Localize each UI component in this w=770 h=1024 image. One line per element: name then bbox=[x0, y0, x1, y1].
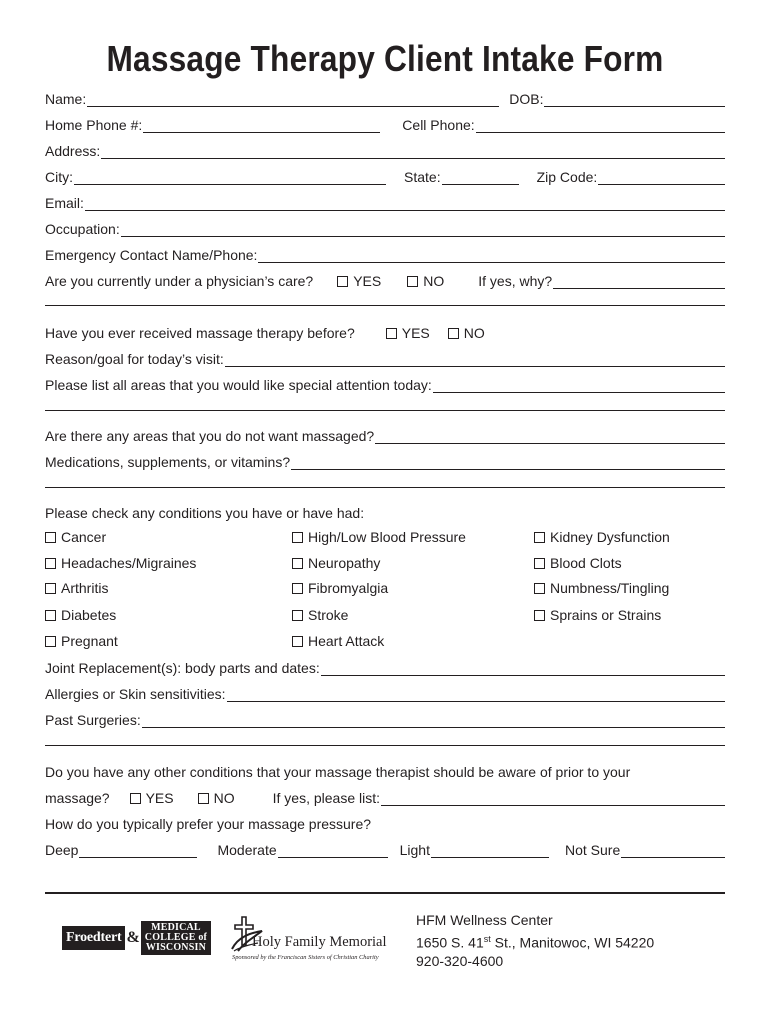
checkbox-icon[interactable] bbox=[292, 583, 303, 594]
condition-label: Sprains or Strains bbox=[550, 607, 662, 623]
condition-label: Numbness/Tingling bbox=[550, 580, 670, 596]
checkbox-icon[interactable] bbox=[292, 636, 303, 647]
zip-label: Zip Code: bbox=[536, 169, 598, 185]
condition-label: Arthritis bbox=[61, 580, 109, 596]
checkbox-icon[interactable] bbox=[292, 532, 303, 543]
condition-label: Blood Clots bbox=[550, 555, 622, 571]
row-name-dob bbox=[45, 89, 725, 107]
checkbox-icon[interactable] bbox=[45, 636, 56, 647]
reason-field[interactable] bbox=[225, 352, 725, 367]
if-yes-why-field[interactable] bbox=[553, 274, 725, 289]
name-field[interactable] bbox=[87, 92, 499, 107]
physician-extra-line[interactable] bbox=[45, 305, 725, 306]
checkbox-icon[interactable] bbox=[386, 328, 397, 339]
yes-label: YES bbox=[401, 325, 430, 341]
mcw-line-2: COLLEGE of bbox=[144, 932, 208, 943]
condition-label: Headaches/Migraines bbox=[61, 555, 197, 571]
dob-field[interactable] bbox=[544, 92, 725, 107]
mcw-line-3: WISCONSIN bbox=[145, 942, 207, 953]
checkbox-icon[interactable] bbox=[45, 532, 56, 543]
logo-ampersand: & bbox=[126, 929, 140, 946]
footer-contact bbox=[416, 911, 654, 970]
row-allergies bbox=[45, 684, 725, 702]
state-field[interactable] bbox=[442, 170, 519, 185]
checkbox-icon[interactable] bbox=[448, 328, 459, 339]
light-field[interactable] bbox=[431, 843, 549, 858]
reason-label: Reason/goal for today’s visit: bbox=[45, 351, 224, 367]
if-yes-list-label: If yes, please list: bbox=[272, 790, 380, 806]
massage-before-no-option[interactable] bbox=[448, 325, 485, 341]
zip-field[interactable] bbox=[598, 170, 725, 185]
checkbox-icon[interactable] bbox=[130, 793, 141, 804]
checkbox-icon[interactable] bbox=[45, 583, 56, 594]
name-label: Name: bbox=[45, 91, 87, 107]
row-email bbox=[45, 193, 725, 211]
row-not-massaged bbox=[45, 426, 725, 444]
condition-label: Heart Attack bbox=[308, 633, 385, 649]
checkbox-icon[interactable] bbox=[45, 610, 56, 621]
surgeries-label: Past Surgeries: bbox=[45, 712, 141, 728]
yes-label: YES bbox=[145, 790, 174, 806]
moderate-label: Moderate bbox=[217, 842, 277, 858]
hfm-wordmark: Holy Family Memorial bbox=[252, 934, 387, 950]
condition-arthritis[interactable] bbox=[45, 580, 108, 596]
condition-sprains[interactable] bbox=[534, 607, 661, 623]
checkbox-icon[interactable] bbox=[337, 276, 348, 287]
medications-extra-line[interactable] bbox=[45, 487, 725, 488]
checkbox-icon[interactable] bbox=[292, 610, 303, 621]
condition-stroke[interactable] bbox=[292, 607, 348, 623]
condition-label: Diabetes bbox=[61, 607, 117, 623]
footer-org: HFM Wellness Center bbox=[416, 912, 553, 928]
row-occupation bbox=[45, 219, 725, 237]
other-no-option[interactable] bbox=[198, 790, 235, 806]
joint-field[interactable] bbox=[321, 661, 725, 676]
row-conditions-intro bbox=[45, 503, 725, 521]
row-massage-before bbox=[45, 323, 725, 341]
surgeries-extra-line[interactable] bbox=[45, 745, 725, 746]
row-other-q2 bbox=[45, 788, 725, 806]
if-yes-why-label: If yes, why? bbox=[478, 273, 553, 289]
address-rest: St., Manitowoc, WI 54220 bbox=[490, 934, 655, 951]
allergies-field[interactable] bbox=[227, 687, 725, 702]
pressure-question: How do you typically prefer your massage pressure? bbox=[45, 816, 372, 832]
emergency-field[interactable] bbox=[258, 248, 725, 263]
row-surgeries bbox=[45, 710, 725, 728]
surgeries-field[interactable] bbox=[142, 713, 725, 728]
other-conditions-question-cont: massage? bbox=[45, 790, 110, 806]
allergies-label: Allergies or Skin sensitivities: bbox=[45, 686, 226, 702]
emergency-label: Emergency Contact Name/Phone: bbox=[45, 247, 258, 263]
deep-label: Deep bbox=[45, 842, 79, 858]
hfm-tagline: Sponsored by the Franciscan Sisters of Christian Charity bbox=[232, 954, 379, 961]
checkbox-icon[interactable] bbox=[45, 558, 56, 569]
cell-phone-field[interactable] bbox=[476, 118, 725, 133]
state-label: State: bbox=[404, 169, 441, 185]
other-conditions-question: Do you have any other conditions that your massage therapist should be aware of prior to your bbox=[45, 764, 631, 780]
condition-label: Fibromyalgia bbox=[308, 580, 389, 596]
mcw-line-1: MEDICAL bbox=[151, 922, 201, 933]
row-medications bbox=[45, 452, 725, 470]
condition-heart-attack[interactable] bbox=[292, 633, 384, 649]
no-label: NO bbox=[213, 790, 235, 806]
not-sure-field[interactable] bbox=[621, 843, 725, 858]
yes-label: YES bbox=[353, 273, 382, 289]
row-special-attention bbox=[45, 375, 725, 393]
other-yes-option[interactable] bbox=[130, 790, 174, 806]
footer-phone: 920-320-4600 bbox=[416, 952, 504, 969]
address-street-number: 1650 S. 41 bbox=[416, 934, 484, 951]
condition-label: Cancer bbox=[61, 529, 107, 545]
condition-pregnant[interactable] bbox=[45, 633, 118, 649]
condition-numbness[interactable] bbox=[534, 580, 669, 596]
checkbox-icon[interactable] bbox=[534, 610, 545, 621]
city-label: City: bbox=[45, 169, 73, 185]
condition-diabetes[interactable] bbox=[45, 607, 116, 623]
not-massaged-field[interactable] bbox=[375, 429, 725, 444]
holy-family-memorial-logo bbox=[230, 913, 390, 963]
row-joint bbox=[45, 658, 725, 676]
row-pressure-q bbox=[45, 814, 725, 832]
if-yes-list-field[interactable] bbox=[381, 791, 725, 806]
footer-address bbox=[416, 930, 654, 952]
checkbox-icon[interactable] bbox=[292, 558, 303, 569]
condition-label: High/Low Blood Pressure bbox=[308, 529, 466, 545]
row-pressure-options bbox=[45, 840, 725, 858]
condition-blood-clots[interactable] bbox=[534, 555, 622, 571]
address-field[interactable] bbox=[101, 144, 725, 159]
email-field[interactable] bbox=[85, 196, 725, 211]
condition-cancer[interactable] bbox=[45, 529, 106, 545]
not-massaged-label: Are there any areas that you do not want massaged? bbox=[45, 428, 375, 444]
condition-blood-pressure[interactable] bbox=[292, 529, 466, 545]
condition-headaches[interactable] bbox=[45, 555, 196, 571]
medications-label: Medications, supplements, or vitamins? bbox=[45, 454, 291, 470]
row-reason bbox=[45, 349, 725, 367]
row-city-state-zip bbox=[45, 167, 725, 185]
footer-divider bbox=[45, 892, 725, 894]
address-label: Address: bbox=[45, 143, 101, 159]
deep-field[interactable] bbox=[79, 843, 197, 858]
medications-field[interactable] bbox=[291, 455, 725, 470]
checkbox-icon[interactable] bbox=[534, 583, 545, 594]
checkbox-icon[interactable] bbox=[407, 276, 418, 287]
checkbox-icon[interactable] bbox=[198, 793, 209, 804]
row-emergency bbox=[45, 245, 725, 263]
moderate-field[interactable] bbox=[278, 843, 388, 858]
condition-label: Pregnant bbox=[61, 633, 118, 649]
light-label: Light bbox=[399, 842, 430, 858]
cell-phone-label: Cell Phone: bbox=[402, 117, 475, 133]
occupation-label: Occupation: bbox=[45, 221, 120, 237]
row-other-q1 bbox=[45, 762, 725, 780]
condition-label: Kidney Dysfunction bbox=[550, 529, 670, 545]
home-phone-field[interactable] bbox=[143, 118, 380, 133]
special-attention-extra-line[interactable] bbox=[45, 410, 725, 411]
home-phone-label: Home Phone #: bbox=[45, 117, 143, 133]
checkbox-icon[interactable] bbox=[534, 558, 545, 569]
dob-label: DOB: bbox=[509, 91, 544, 107]
condition-kidney[interactable] bbox=[534, 529, 670, 545]
condition-label: Stroke bbox=[308, 607, 349, 623]
physician-no-option[interactable] bbox=[407, 273, 444, 289]
no-label: NO bbox=[463, 325, 485, 341]
froedtert-mcw-logo bbox=[62, 922, 211, 954]
row-phones bbox=[45, 115, 725, 133]
massage-before-yes-option[interactable] bbox=[386, 325, 430, 341]
condition-fibromyalgia[interactable] bbox=[292, 580, 388, 596]
conditions-intro-label: Please check any conditions you have or have had: bbox=[45, 505, 365, 521]
special-attention-field[interactable] bbox=[433, 378, 725, 393]
address-ordinal: st bbox=[483, 933, 491, 944]
froedtert-wordmark: Froedtert bbox=[62, 926, 125, 950]
condition-neuropathy[interactable] bbox=[292, 555, 380, 571]
physician-yes-option[interactable] bbox=[337, 273, 381, 289]
form-title: Massage Therapy Client Intake Form bbox=[106, 38, 664, 79]
email-label: Email: bbox=[45, 195, 84, 211]
city-field[interactable] bbox=[74, 170, 386, 185]
joint-label: Joint Replacement(s): body parts and dates: bbox=[45, 660, 320, 676]
no-label: NO bbox=[423, 273, 445, 289]
mcw-wordmark bbox=[141, 921, 211, 955]
occupation-field[interactable] bbox=[121, 222, 725, 237]
condition-label: Neuropathy bbox=[308, 555, 381, 571]
special-attention-label: Please list all areas that you would like special attention today: bbox=[45, 377, 432, 393]
massage-before-question: Have you ever received massage therapy before? bbox=[45, 325, 355, 341]
row-physician bbox=[45, 271, 725, 289]
row-address bbox=[45, 141, 725, 159]
checkbox-icon[interactable] bbox=[534, 532, 545, 543]
physician-question: Are you currently under a physician’s care? bbox=[45, 273, 314, 289]
not-sure-label: Not Sure bbox=[564, 842, 621, 858]
